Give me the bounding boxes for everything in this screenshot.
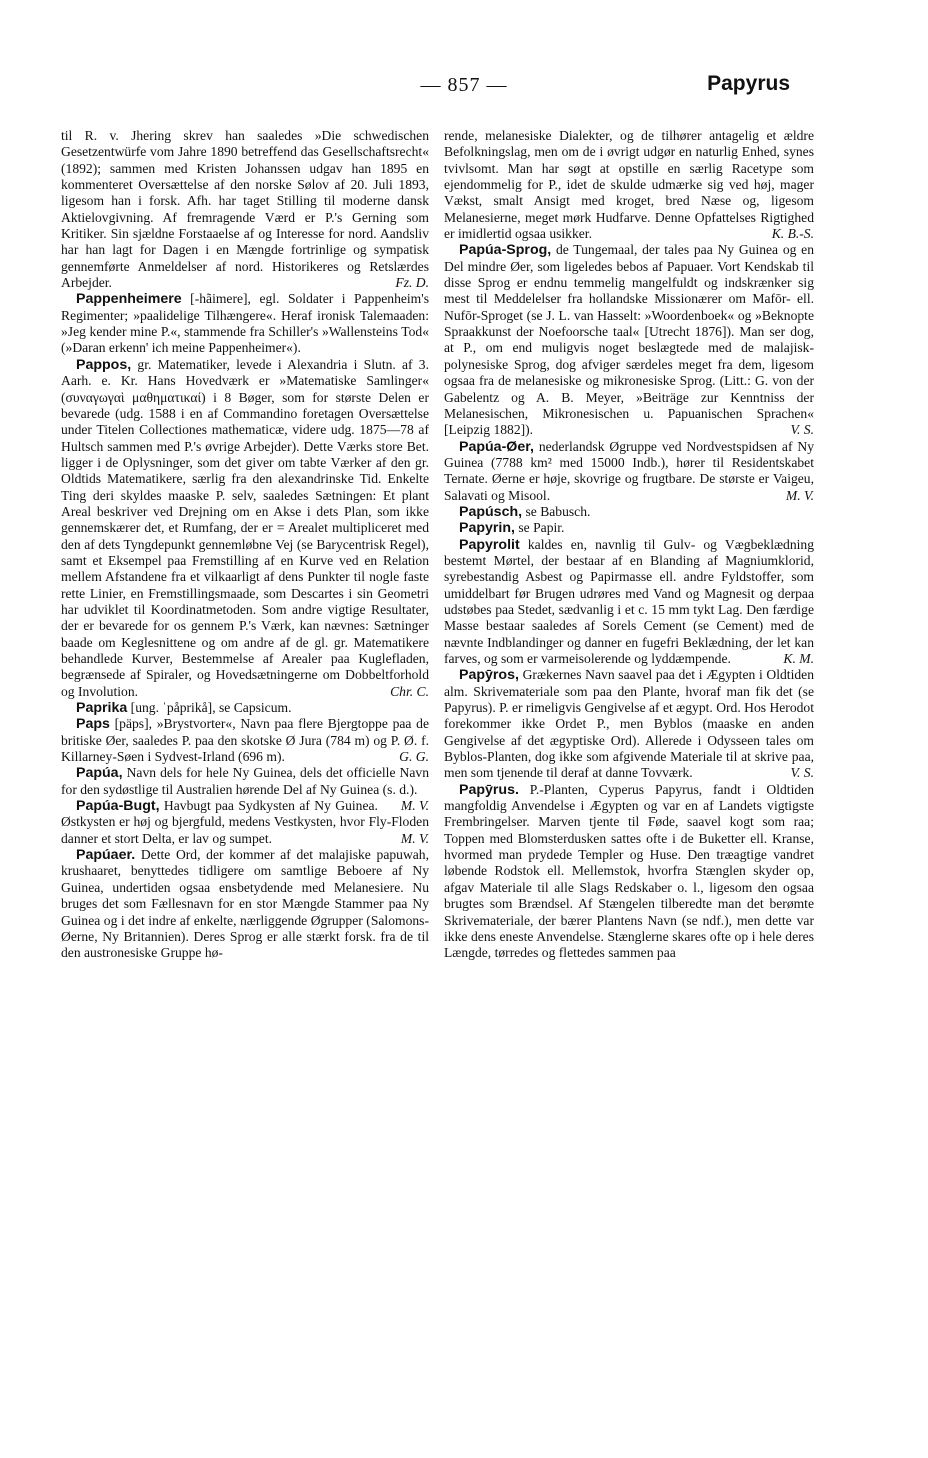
entry-headword: Paps: [76, 716, 110, 733]
page-number: — 857 —: [420, 74, 508, 96]
left-column: [61, 128, 429, 962]
dictionary-entry: [444, 439, 814, 504]
entry-headword: Papyrolit: [459, 536, 520, 553]
entry-text: [ung. ˈpåprikå], se Capsicum.: [127, 700, 292, 716]
entry-headword: Papȳrus.: [459, 781, 519, 798]
entry-headword: Papúaer.: [76, 847, 136, 864]
dictionary-entry: [61, 700, 429, 716]
dictionary-entry: [61, 357, 429, 700]
dictionary-entry: [61, 798, 429, 847]
dictionary-entry: [444, 667, 814, 781]
dictionary-entry: [61, 291, 429, 356]
entry-text: Navn dels for hele Ny Guinea, dels det officielle Navn for den sydøstlige til Australien hørende Del af Ny Guinea (s. d.).: [61, 765, 429, 797]
entry-text: kaldes en, navnlig til Gulv- og Vægbeklædning bestemt Mørtel, der bestaar af en Blanding af Magniumklorid, syrebestandig Asbest og Papirmasse ell. andre Fyldstoffer, som umiddelbart før Brugen udrøres med Vand og Magnesit og derpaa udstøbes paa Stedet, sædvanlig i et c. 15 mm tykt Lag. Den færdige Masse bestaar saaledes af Sorels Cement (se Cement) med de nævnte Indblandinger og danner en fugefri Beklædning, der let kan farves, og som er varmeisolerende og lyddæmpende.: [444, 536, 814, 666]
entry-signature: G. G.: [399, 749, 429, 765]
entry-text: gr. Matematiker, levede i Alexandria i Slutn. af 3. Aarh. e. Kr. Hans Hovedværk er »Matematiske Samlinger« (συναγωγαὶ μαθηματικαί) i 8 Bøger, som for største Delen er bevarede (udg. 1588 i en af Commandino foretagen Oversættelse under Titelen Collectiones mathematicæ, videre udg. 1875—78 af Hultsch sammen med P.'s øvrige Arbejder). Dette Værks store Bet. ligger i de Oplysninger, som det giver om tabte Værker af den gr. Oldtids Matematikere, særlig fra den alexandrinske Tid. Enkelte Ting deri skyldes maaske P. selv, saaledes Sætningen: Et plant Areal beskriver ved Drejning om en Akse i dets Plan, som ikke gennemskærer det, et Rumfang, der er = Arealet multipliceret med den af dets Tyngdepunkt gennemløbne Vej (se Barycentrisk Regel), samt et Eksempel paa Fremstilling af en Kurve ved en Relation mellem Afstandene fra et vilkaarligt af dens Punkter til nogle faste rette Linier, en Fremstillingsmaade, som Descartes i sin Geometri har udviklet til Koordinatmetoden. Som andre vigtige Resultater, der er bevarede for os gennem P.'s Værk, kan nævnes: Sætninger baade om Keglesnittene og om andre af de gl. gr. Matematikere behandlede Kurver, Bestemmelse af Arealer paa Kuglefladen, begrænsede af Spiraler, og Hovedsætningerne om Dobbeltforhold og Involution.: [61, 356, 429, 699]
entry-text: de Tungemaal, der tales paa Ny Guinea og en Del mindre Øer, som ligeledes bebos af Papuaer. Vort Kendskab til disse Sprog er endnu temmelig mangelfuldt og indskrænker sig mest til Meddelelser fra hollandske Missionærer om Mafōr- ell. Nufōr-Sproget (se J. L. van Hasselt: »Woordenboek« og »Beknopte Spraakkunst der Noefoorsche taal« [Utrecht 1876]). Man ser dog, at P., om end muligvis noget beslægtede med de malajisk-polynesiske Sprog, dog afviger særdeles meget fra dem, ligesom ogsaa fra de melanesiske og mikronesiske Sprog. (Litt.: G. von der Gabelentz og A. B. Meyer, »Beiträge zur Kenntniss der Melanesischen, Mikronesischen u. Papuanischen Sprachen« [Leipzig 1882]).: [444, 242, 814, 438]
entry-headword: Pappenheimere: [76, 291, 182, 308]
entry-text: til R. v. Jhering skrev han saaledes »Die schwedischen Gesetzentwürfe vom Jahre 1890 betreffend das Gesellschaftsrecht« (1892); sammen med Kristen Johanssen udgav han 1895 en kommenteret Oversættelse af den norske Sølov af 20. Juli 1893, ligesom han i forsk. Afh. har taget Stilling til moderne dansk Aktielovgivning. Af fremragende Værd er P.'s Gerning som Kritiker. Sin sjældne Forstaaelse af og Interesse for nord. Aandsliv har han lagt for Dagen i en Mængde fortrinlige og sympatisk gennemførte Anmeldelser af nord. Historikeres og Retslærdes Arbejder.: [61, 128, 429, 291]
entry-headword: Papúa-Øer,: [459, 438, 534, 455]
entry-signature: Fz. D.: [395, 275, 429, 291]
entry-text: [päps], »Brystvorter«, Navn paa flere Bjergtoppe paa de britiske Øer, saaledes P. paa den skotske Ø Jura (784 m) og P. Ø. f. Killarney-Søen i Sydvest-Irland (696 m).: [61, 716, 429, 765]
entry-signature: V. S.: [790, 765, 814, 781]
entry-signature: K. M.: [783, 651, 814, 666]
entry-text: rende, melanesiske Dialekter, og de tilhører antagelig et ældre Befolkningslag, men om de i øvrigt udgør en naturlig Enhed, synes tvivlsomt. Man har søgt at opstille en særlig Racetype som ejendommelig for P., idet de skulde udmærke sig ved høj, mager Vækst, smalt Ansigt med kroget, bred Næse og, ligesom Melanesierne, meget mørk Hudfarve. Denne Opfattelses Rigtighed er imidlertid ogsaa usikker.: [444, 128, 814, 242]
entry-signature: V. S.: [790, 422, 814, 438]
dictionary-entry: [61, 128, 429, 291]
dictionary-entry: [444, 128, 814, 242]
entry-headword: Pappos,: [76, 356, 132, 373]
entry-text: se Papir.: [514, 520, 565, 536]
entry-text: Havbugt paa Sydkysten af Ny Guinea. Østkysten er høj og bjergfuld, medens Vestkysten, hvor Fly-Floden danner et stort Delta, er lav og sumpet.: [61, 798, 429, 846]
entry-headword: Papyrin,: [459, 520, 515, 537]
right-column: [444, 128, 814, 962]
entry-headword: Paprika: [76, 700, 128, 717]
entry-headword: Papúa-Bugt,: [76, 798, 160, 815]
entry-text: P.-Planten, Cyperus Papyrus, fandt i Oldtiden mangfoldig Anvendelse i Ægypten og var en af Landets vigtigste Frembringelser. Marven tjente til Føde, saavel kogt som raa; Toppen med Blomsterdusken sattes ofte i de Buketter ell. Kranse, hvormed man prydede Templer og Huse. Den træagtige vandret løbende Rodstok ell. Mellemstok, hvorfra Stænglen skyder op, afgav Materiale til alle Slags Redskaber o. l., ligesom den ogsaa brugtes som Brændsel. Af Stængelen tilberedte man det berømte Skrivemateriale, der bærer Plantens Navn (se ndf.), men dette var ikke dens eneste Anvendelse. Stænglerne skares ofte op i hele deres Længde, tørredes og flettedes sammen paa: [444, 781, 814, 961]
entry-signature: K. B.-S.: [771, 226, 814, 242]
entry-text: Grækernes Navn saavel paa det i Ægypten i Oldtiden alm. Skrivemateriale som paa den Plante, hvoraf man fik det (se Papyrus). P. er rimeligvis Gengivelse af et ægypt. Ord. Hos Herodot forekommer ikke Ordet P., men Byblos (maaske en anden Gengivelse af det ægyptiske Ord). Allerede i Odysseen tales om Byblos-Planten, dog ikke som afgivende Materiale til at skrive paa, men som tjenende til deraf at danne Tovværk.: [444, 667, 814, 781]
dictionary-entry: [444, 520, 814, 536]
dictionary-entry: [444, 504, 814, 520]
running-head: Papyrus: [707, 72, 790, 95]
entry-signature: M. V.: [400, 798, 429, 814]
dictionary-entry: [444, 782, 814, 962]
entry-signature: M. V.: [400, 830, 429, 846]
dictionary-entry: [61, 847, 429, 961]
entry-signature: Chr. C.: [390, 683, 429, 699]
entry-text: se Babusch.: [522, 503, 591, 519]
entry-text: [-hãimere], egl. Soldater i Pappenheim's Regimenter; »paalidelige Tilhængere«. Heraf ironisk Talemaaden: »Jeg kender mine P.«, stammende fra Schiller's »Wallensteins Tod« (»Daran erkenn' ich meine Pappenheimer«).: [61, 291, 429, 356]
entry-headword: Papúa,: [76, 765, 123, 782]
dictionary-entry: [444, 537, 814, 668]
entry-signature: M. V.: [785, 487, 814, 503]
entry-headword: Papúsch,: [459, 503, 523, 520]
entry-text: nederlandsk Øgruppe ved Nordvestspidsen af Ny Guinea (7788 km² med 15000 Indb.), hører til Residentskabet Ternate. Øerne er høje, skovrige og frugtbare. De største er Vaigeu, Salavati og Misool.: [444, 438, 814, 503]
dictionary-entry: [61, 716, 429, 765]
dictionary-entry: [444, 242, 814, 438]
entry-text: Dette Ord, der kommer af det malajiske papuwah, krushaaret, benyttedes tidligere om samtlige Beboere af Ny Guinea, undertiden ogsaa ensbetydende med Melanesiere. Nu bruges det som Fællesnavn for en stor Mængde Stammer paa Ny Guinea og i det indre af enkelte, nærliggende Øgrupper (Salomons-Øerne, Ny Britannien). Deres Sprog er alle stærkt forsk. fra de til den austronesiske Gruppe hø-: [61, 847, 429, 961]
entry-headword: Papúa-Sprog,: [459, 242, 552, 259]
entry-headword: Papȳros,: [459, 667, 519, 684]
